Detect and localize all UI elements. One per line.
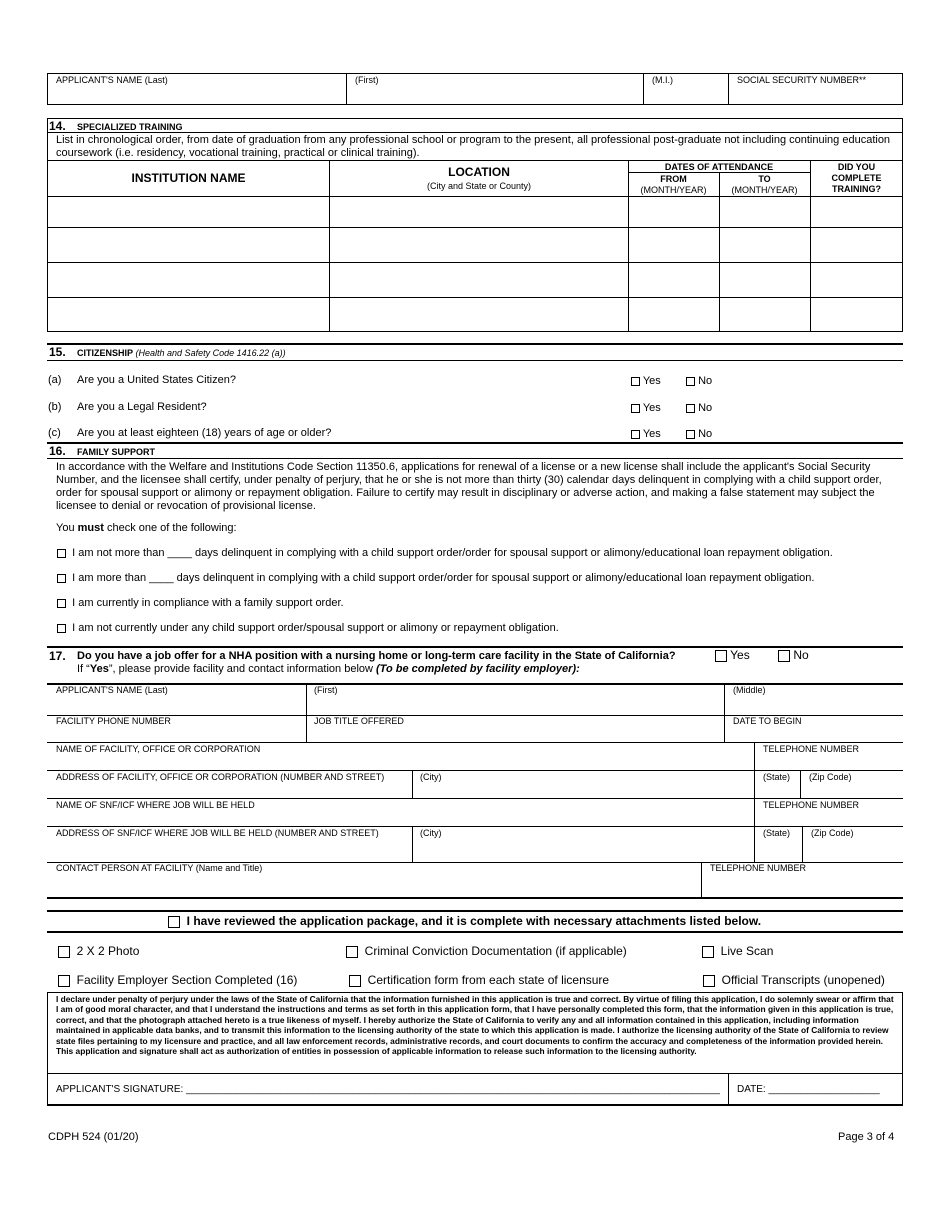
must-pre: You [56, 522, 78, 534]
checkbox-icon[interactable] [57, 599, 66, 608]
attachment-label: Official Transcripts (unopened) [721, 973, 885, 987]
question-text: Are you a Legal Resident? [77, 401, 207, 413]
col-to: TO [758, 174, 771, 184]
question-letter: (c) [48, 427, 61, 439]
job-title-label: JOB TITLE OFFERED [314, 716, 404, 726]
checkbox-icon[interactable] [58, 946, 70, 958]
attachment-label: Criminal Conviction Documentation (if applicable) [364, 944, 627, 958]
job-offer-no[interactable] [778, 648, 809, 662]
employer-applicant-middle-label: (Middle) [733, 685, 766, 695]
col-complete-training: DID YOU COMPLETE TRAINING? [831, 162, 882, 194]
no-label: No [698, 402, 713, 414]
training-row[interactable] [48, 298, 902, 331]
review-heading[interactable] [168, 914, 761, 928]
instr-mid: ”, please provide facility and contact information below [108, 663, 377, 675]
attachment-livescan[interactable] [702, 944, 773, 958]
checkbox-icon[interactable] [349, 975, 361, 987]
mi-field[interactable] [644, 86, 727, 104]
snf-address-label: ADDRESS OF SNF/ICF WHERE JOB WILL BE HELD (NUMBER AND STREET) [56, 828, 379, 838]
date-to-begin-label: DATE TO BEGIN [733, 716, 802, 726]
facility-telephone-label: TELEPHONE NUMBER [763, 744, 860, 754]
contact-person-label: CONTACT PERSON AT FACILITY (Name and Title) [56, 863, 263, 873]
section-16-title: FAMILY SUPPORT [77, 447, 156, 457]
checkbox-icon[interactable] [715, 650, 727, 662]
training-row[interactable] [48, 263, 902, 296]
contact-telephone-label: TELEPHONE NUMBER [710, 863, 807, 873]
snf-telephone-label: TELEPHONE NUMBER [763, 800, 860, 810]
instr-pre: If “ [77, 663, 90, 675]
snf-name-label: NAME OF SNF/ICF WHERE JOB WILL BE HELD [56, 800, 255, 810]
citizenship-a-no[interactable] [686, 375, 712, 387]
review-heading-text: I have reviewed the application package, and it is complete with necessary attachments listed below. [186, 914, 762, 928]
col-location: LOCATION [448, 165, 510, 179]
no-label: No [698, 428, 713, 440]
yes-label: Yes [642, 402, 661, 414]
checkbox-icon[interactable] [703, 975, 715, 987]
section-17-number: 17. [49, 649, 66, 663]
instr-yes: Yes [89, 663, 109, 675]
option-label: I am more than ____ days delinquent in complying with a child support order/order for spousal support or alimony/educational loan repayment obligation. [72, 572, 815, 584]
question-letter: (a) [48, 374, 62, 386]
checkbox-icon[interactable] [57, 624, 66, 633]
checkbox-icon[interactable] [631, 377, 640, 386]
section-17-instruction [77, 663, 580, 675]
yes-label: Yes [642, 428, 661, 440]
col-dates-of-attendance: DATES OF ATTENDANCE [664, 162, 774, 172]
option-label: I am not currently under any child support order/spousal support or alimony or repayment obligation. [72, 622, 559, 634]
attachment-label: Certification form from each state of licensure [367, 973, 610, 987]
must-post: check one of the following: [103, 522, 237, 534]
citizenship-b-no[interactable] [686, 402, 712, 414]
form-id: CDPH 524 (01/20) [48, 1131, 139, 1143]
col-from-sub: (MONTH/YEAR) [640, 185, 707, 195]
attachment-criminal[interactable] [346, 944, 627, 958]
col-to-sub: (MONTH/YEAR) [731, 185, 798, 195]
checkbox-icon[interactable] [57, 549, 66, 558]
facility-zip-label: (Zip Code) [809, 772, 852, 782]
mi-label: (M.I.) [652, 75, 673, 85]
section-14-number: 14. [49, 119, 66, 133]
attachment-label: Live Scan [720, 944, 774, 958]
section-16-number: 16. [49, 444, 66, 458]
yes-label: Yes [642, 375, 661, 387]
snf-zip-label: (Zip Code) [811, 828, 854, 838]
family-support-option[interactable] [57, 622, 559, 634]
checkbox-icon[interactable] [168, 916, 180, 928]
checkbox-icon[interactable] [57, 574, 66, 583]
checkbox-icon[interactable] [686, 430, 695, 439]
checkbox-icon[interactable] [686, 404, 695, 413]
col-location-sub: (City and State or County) [426, 181, 532, 191]
section-15-title-text: CITIZENSHIP [77, 348, 134, 358]
first-name-label: (First) [355, 75, 379, 85]
section-14-intro: List in chronological order, from date of graduation from any professional school or program to the present, all professional post-graduate not including continuing education coursework (i.e. residency, vocational training, practical or clinical training). [56, 134, 891, 159]
first-name-field[interactable] [347, 86, 642, 104]
question-text: Are you a United States Citizen? [77, 374, 236, 386]
page-number: Page 3 of 4 [838, 1131, 895, 1143]
training-row[interactable] [48, 228, 902, 261]
checkbox-icon[interactable] [58, 975, 70, 987]
applicant-signature[interactable]: APPLICANT'S SIGNATURE: ________________________________________________________________________________________________ [56, 1084, 720, 1095]
option-label: I am not more than ____ days delinquent in complying with a child support order/order for spousal support or alimony/educational loan repayment obligation. [72, 547, 833, 559]
attachment-employer-section[interactable] [58, 973, 297, 987]
section-15-title [77, 348, 286, 358]
section-15-number: 15. [49, 345, 66, 359]
employer-applicant-first-label: (First) [314, 685, 338, 695]
declaration-text: I declare under penalty of perjury under the laws of the State of California that the information furnished in this application is true and correct. By virtue of filing this application, I do solemnly swear or affirm that I am of good moral character, and that I understand the instructions and terms as set forth in this application form, that I have personally completed this form, that the information given in this application is true, correct, and that the photograph attached hereto is a true likeness of myself. I hereby authorize the State of California to verify any and all information contained in this application, including information maintained in applicable data banks, and to transmit this information to the licensing authority of the state to which this application is made. I authorize the licensing authority of the State of California to review state files pertaining to my licensure and practice, and all law enforcement records, administrative records, and court documents to confirm the accuracy and completeness of the information provided herein. This application and signature shall act as authorization of entities in possession of applicable information to release such information to the licensing authority. [56, 994, 894, 1057]
section-17-question: Do you have a job offer for a NHA position with a nursing home or long-term care facility in the State of California? [77, 650, 676, 662]
yes-label: Yes [730, 648, 750, 662]
attachment-photo[interactable] [58, 944, 139, 958]
attachment-label: 2 X 2 Photo [76, 944, 140, 958]
col-institution-name: INSTITUTION NAME [131, 171, 246, 185]
ssn-field[interactable] [729, 86, 902, 104]
must-check-one [56, 522, 237, 534]
option-label: I am currently in compliance with a family support order. [72, 597, 344, 609]
no-label: No [698, 375, 713, 387]
attachment-label: Facility Employer Section Completed (16) [76, 973, 298, 987]
section-15-title-note: (Health and Safety Code 1416.22 (a)) [135, 348, 286, 358]
family-support-option[interactable] [57, 597, 344, 609]
citizenship-c-no[interactable] [686, 428, 712, 440]
signature-date[interactable]: DATE: ____________________ [737, 1084, 880, 1095]
facility-phone-label: FACILITY PHONE NUMBER [56, 716, 171, 726]
citizenship-question-a [48, 374, 236, 386]
attachment-certification[interactable] [349, 973, 609, 987]
facility-name-label: NAME OF FACILITY, OFFICE OR CORPORATION [56, 744, 261, 754]
col-from: FROM [660, 174, 687, 184]
instr-em: (To be completed by facility employer): [376, 663, 580, 675]
citizenship-b-yes[interactable] [631, 402, 661, 414]
section-14-title: SPECIALIZED TRAINING [77, 122, 183, 132]
checkbox-icon[interactable] [686, 377, 695, 386]
checkbox-icon[interactable] [346, 946, 358, 958]
family-support-option[interactable] [57, 572, 814, 584]
facility-city-label: (City) [420, 772, 442, 782]
training-row[interactable] [48, 197, 902, 226]
no-label: No [793, 648, 809, 662]
facility-state-label: (State) [763, 772, 791, 782]
facility-address-label: ADDRESS OF FACILITY, OFFICE OR CORPORATION (NUMBER AND STREET) [56, 772, 385, 782]
citizenship-question-b [48, 401, 207, 413]
employer-applicant-last-label: APPLICANT'S NAME (Last) [56, 685, 168, 695]
checkbox-icon[interactable] [702, 946, 714, 958]
citizenship-c-yes[interactable] [631, 428, 661, 440]
checkbox-icon[interactable] [631, 430, 640, 439]
citizenship-a-yes[interactable] [631, 375, 661, 387]
question-letter: (b) [48, 401, 62, 413]
section-16-intro: In accordance with the Welfare and Institutions Code Section 11350.6, applications for renewal of a license or a new license shall include the applicant's Social Security Number, and the licensee shall certify, under penalty of perjury, that he or she is not more than thirty (30) calendar days delinquent in complying with a child support order, order for spousal support or alimony or repayment obligation. Failure to certify may result in disciplinary or adverse action, and making a false statement may subject the licensee to denial or revocation of provisional license. [56, 461, 882, 512]
last-name-label: APPLICANT'S NAME (Last) [56, 75, 168, 85]
last-name-field[interactable] [48, 86, 345, 104]
ssn-label: SOCIAL SECURITY NUMBER** [737, 75, 867, 85]
attachment-transcripts[interactable] [703, 973, 885, 987]
checkbox-icon[interactable] [631, 404, 640, 413]
citizenship-question-c [48, 427, 332, 439]
snf-state-label: (State) [763, 828, 791, 838]
checkbox-icon[interactable] [778, 650, 790, 662]
family-support-option[interactable] [57, 547, 833, 559]
must-bold: must [77, 522, 104, 534]
question-text: Are you at least eighteen (18) years of age or older? [77, 427, 332, 439]
job-offer-yes[interactable] [715, 648, 750, 662]
snf-city-label: (City) [420, 828, 442, 838]
